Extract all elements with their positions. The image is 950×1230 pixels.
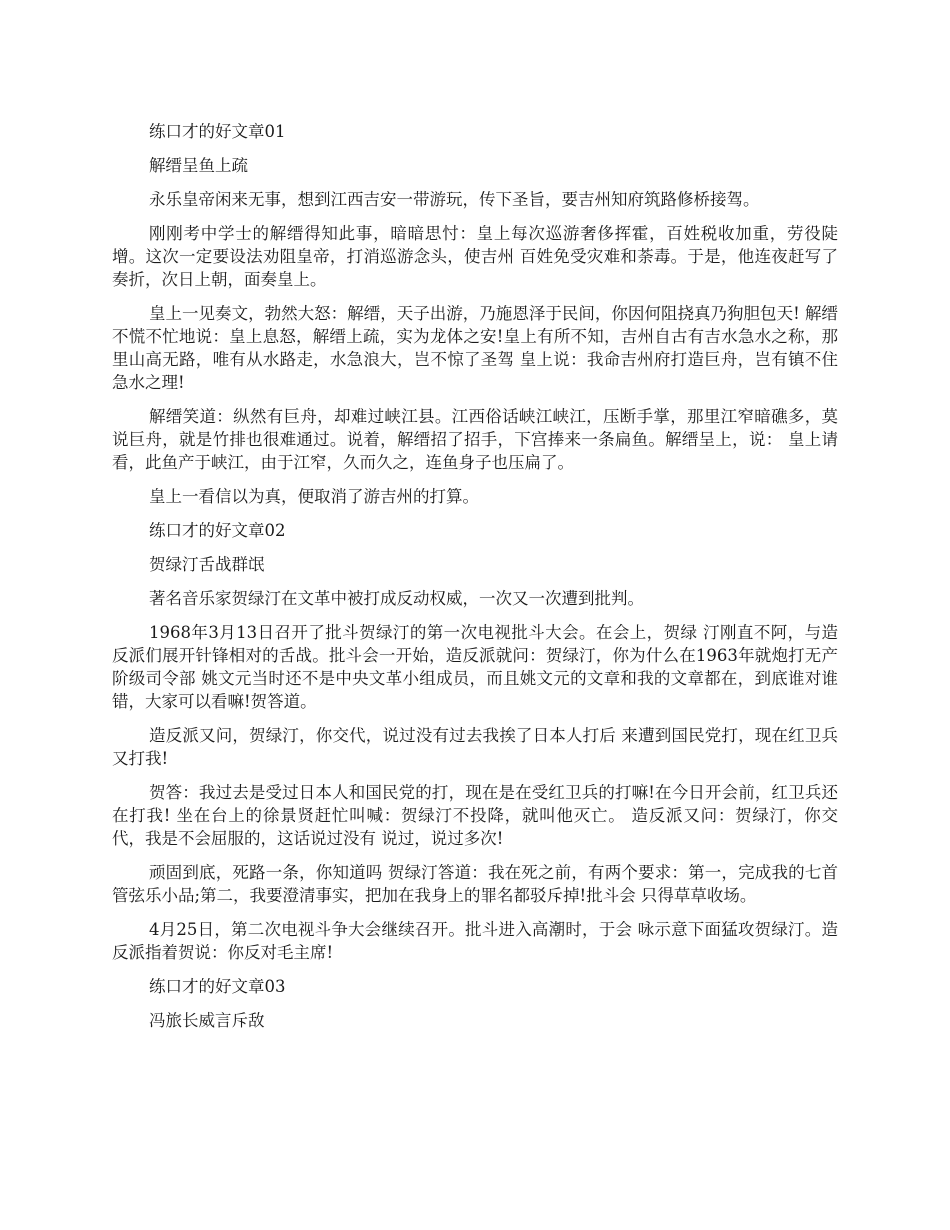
body-paragraph: 皇上一见奏文，勃然大怒：解缙，天子出游，乃施恩泽于民间，你因何阻挠真乃狗胆包天! 解缙不慌不忙地说：皇上息怒，解缙上疏，实为龙体之安!皇上有所不知，吉州自古有吉水急水之称，那里山高无路，唯有从水路走，水急浪大，岂不惊了圣驾 皇上说：我命吉州府打造巨舟，岂有镇不住急水之理! bbox=[112, 304, 838, 392]
body-paragraph: 永乐皇帝闲来无事，想到江西吉安一带游玩，传下圣旨，要吉州知府筑路修桥接驾。 bbox=[149, 190, 760, 209]
body-paragraph: 皇上一看信以为真，便取消了游吉州的打算。 bbox=[149, 487, 479, 506]
story-title-01: 解缙呈鱼上疏 bbox=[149, 156, 248, 175]
article-title-02: 练口才的好文章02 bbox=[149, 521, 286, 540]
body-paragraph: 4月25日，第二次电视斗争大会继续召开。批斗进入高潮时，于会 咏示意下面猛攻贺绿汀。造反派指着贺说：你反对毛主席! bbox=[112, 920, 838, 962]
article-title-01: 练口才的好文章01 bbox=[149, 122, 286, 141]
story-title-03: 冯旅长威言斥敌 bbox=[149, 1011, 265, 1030]
body-paragraph: 著名音乐家贺绿汀在文革中被打成反动权威，一次又一次遭到批判。 bbox=[149, 589, 644, 608]
body-paragraph: 刚刚考中学士的解缙得知此事，暗暗思忖：皇上每次巡游奢侈挥霍，百姓税收加重，劳役陡增。这次一定要设法劝阻皇帝，打消巡游念头，使吉州 百姓免受灾难和荼毒。于是，他连夜赶写了奏折，次日上朝，面奏皇上。 bbox=[112, 224, 838, 289]
body-paragraph: 造反派又问，贺绿汀，你交代，说过没有过去我挨了日本人打后 来遭到国民党打，现在红卫兵又打我! bbox=[112, 726, 838, 768]
body-paragraph: 顽固到底，死路一条，你知道吗 贺绿汀答道：我在死之前，有两个要求：第一，完成我的七首管弦乐小品;第二，我要澄清事实，把加在我身上的罪名都驳斥掉!批斗会 只得草草收场。 bbox=[112, 863, 838, 905]
document-page bbox=[112, 120, 838, 1043]
article-title-03: 练口才的好文章03 bbox=[149, 977, 286, 996]
story-title-02: 贺绿汀舌战群氓 bbox=[149, 555, 265, 574]
body-paragraph: 贺答：我过去是受过日本人和国民党的打，现在是在受红卫兵的打嘛!在今日开会前，红卫兵还在打我! 坐在台上的徐景贤赶忙叫喊：贺绿汀不投降，就叫他灭亡。 造反派又问：贺绿汀，你交代，我是不会屈服的，这话说过没有 说过，说过多次! bbox=[112, 783, 838, 848]
body-paragraph: 解缙笑道：纵然有巨舟，却难过峡江县。江西俗话峡江峡江，压断手掌，那里江窄暗礁多，莫说巨舟，就是竹排也很难通过。说着，解缙招了招手，下宫捧来一条扁鱼。解缙呈上，说： 皇上请看，此鱼产于峡江，由于江窄，久而久之，连鱼身子也压扁了。 bbox=[112, 407, 838, 472]
body-paragraph: 1968年3月13日召开了批斗贺绿汀的第一次电视批斗大会。在会上，贺绿 汀刚直不阿，与造反派们展开针锋相对的舌战。批斗会一开始，造反派就问：贺绿汀，你为什么在1963年就炮打无产阶级司令部 姚文元当时还不是中央文革小组成员，而且姚文元的文章和我的文章都在，到底谁对谁错，大家可以看嘛!贺答道。 bbox=[112, 623, 838, 711]
